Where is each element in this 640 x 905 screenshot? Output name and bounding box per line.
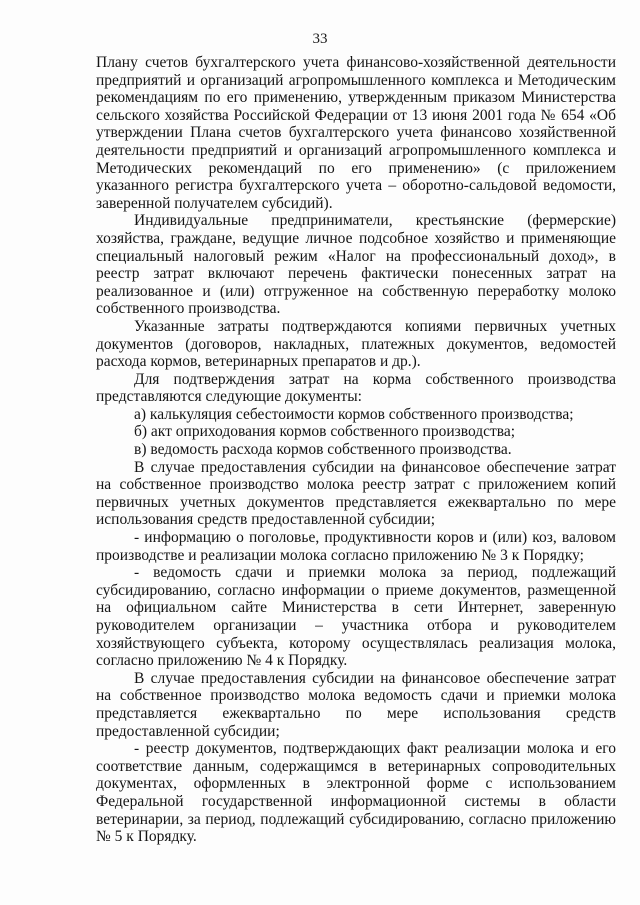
paragraph: В случае предоставления субсидии на финансовое обеспечение затрат на собственное производство молока реестр затрат с приложением копий первичных учетных документов представляется ежеквартально по мере использования средств предоставленной субсидии; [96,458,616,529]
paragraph: - ведомость сдачи и приемки молока за период, подлежащий субсидированию, согласно информации о приеме документов, размещенной на официальном сайте Министерства в сети Интернет, заверенную руководителем организации – участника отбора и руководителем хозяйствующего субъекта, которому осуществлялась реализация молока, согласно приложению № 4 к Порядку. [96,564,616,670]
paragraph: - информацию о поголовье, продуктивности коров и (или) коз, валовом производстве и реализации молока согласно приложению № 3 к Порядку; [96,529,616,564]
paragraph: Плану счетов бухгалтерского учета финансово-хозяйственной деятельности предприятий и организаций агропромышленного комплекса и Методическим рекомендациям по его применению, утвержденным приказом Министерства сельского хозяйства Российской Федерации от 13 июня 2001 года № 654 «Об утверждении Плана счетов бухгалтерского учета финансово хозяйственной деятельности предприятий и организаций агропромышленного комплекса и Методических рекомендаций по его применению» (с приложением указанного регистра бухгалтерского учета – оборотно-сальдовой ведомости, заверенной получателем субсидий). [96,54,616,212]
page-number: 33 [312,31,328,47]
paragraph: - реестр документов, подтверждающих факт реализации молока и его соответствие данным, содержащимся в ветеринарных сопроводительных документах, оформленных в электронной форме с использованием Федеральной государственной информационной системы в области ветеринарии, за период, подлежащий субсидированию, согласно приложению № 5 к Порядку. [96,740,616,846]
list-item: в) ведомость расхода кормов собственного производства. [134,441,512,459]
list-item: а) калькуляция себестоимости кормов собственного производства; [134,405,574,423]
paragraph: Указанные затраты подтверждаются копиями первичных учетных документов (договоров, накладных, платежных документов, ведомостей расхода кормов, ветеринарных препаратов и др.). [96,317,616,371]
paragraph: В случае предоставления субсидии на финансовое обеспечение затрат на собственное производство молока ведомость сдачи и приемки молока представляется ежеквартально по мере использования средств предоставленной субсидии; [96,669,616,740]
paragraph: Для подтверждения затрат на корма собственного производства представляются следующие документы: [96,370,616,406]
list-item: б) акт оприходования кормов собственного производства; [134,423,516,441]
paragraph: Индивидуальные предприниматели, крестьянские (фермерские) хозяйства, граждане, ведущие личное подсобное хозяйство и применяющие специальный налоговый режим «Налог на профессиональный доход», в реестр затрат включают перечень фактически понесенных затрат на реализованное и (или) отгруженное на собственную переработку молоко собственного производства. [96,212,616,318]
document-body [96,54,616,846]
